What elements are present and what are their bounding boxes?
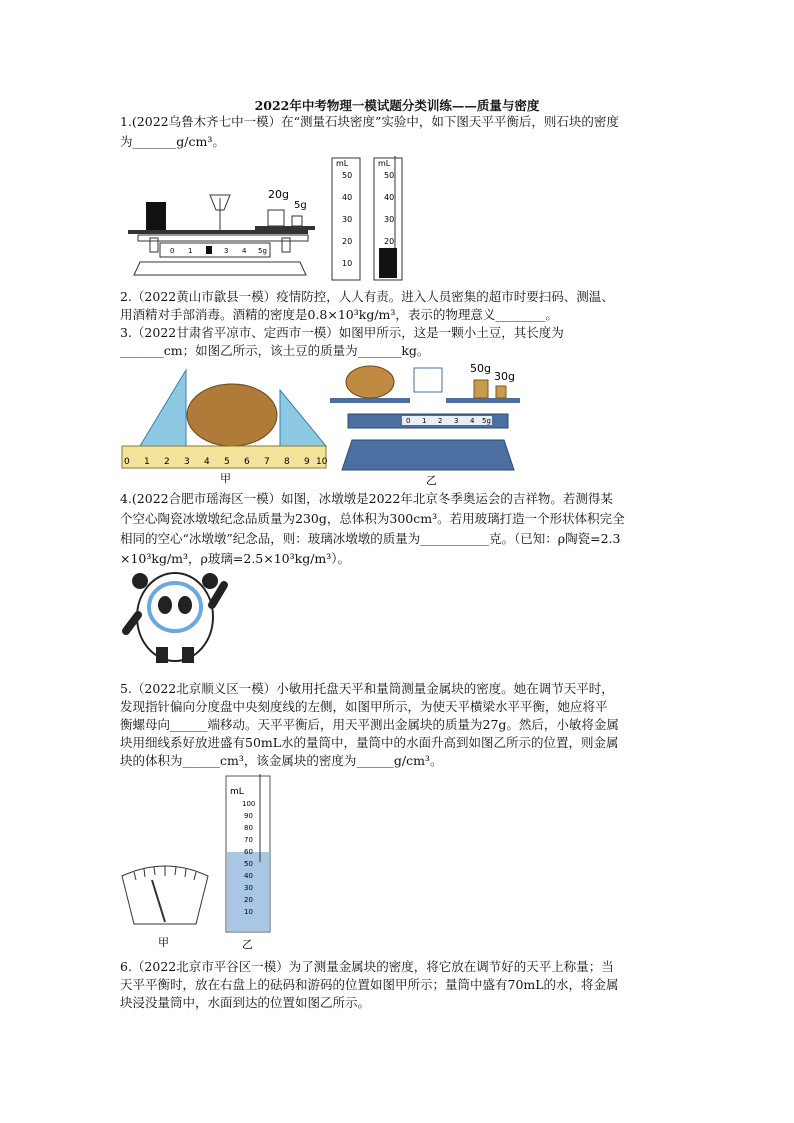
q5-figures: [120, 772, 290, 952]
potato: [187, 384, 277, 446]
bing-dwen-dwen-image: [120, 565, 230, 670]
q5-cylinder-figure: [226, 774, 270, 951]
q3-label-a: 甲: [220, 472, 231, 485]
q2-line1: 2.（2022黄山市歙县一模）疫情防控，人人有责。进入人员密集的超市时要扫码、测温、: [120, 289, 614, 304]
svg-text:40: 40: [244, 872, 253, 880]
q1-scale-ticks: [170, 247, 267, 255]
svg-text:9: 9: [304, 457, 310, 467]
svg-text:30: 30: [244, 884, 253, 892]
q6-line3: 块浸没量筒中，水面到达的位置如图乙所示。: [120, 995, 371, 1010]
svg-text:100: 100: [242, 800, 256, 808]
svg-text:2: 2: [206, 247, 211, 255]
svg-text:4: 4: [204, 457, 210, 467]
svg-text:6: 6: [244, 457, 250, 467]
svg-text:5g: 5g: [482, 417, 491, 425]
svg-text:80: 80: [244, 824, 253, 832]
svg-text:2: 2: [164, 457, 170, 467]
svg-text:10: 10: [342, 259, 353, 268]
svg-text:mL: mL: [230, 787, 244, 797]
q3-ruler-figure: [122, 370, 328, 485]
q3-figures: [120, 360, 520, 485]
svg-text:50g: 50g: [470, 362, 491, 375]
svg-text:60: 60: [244, 848, 253, 856]
q4-line4: ×10³kg/m³，ρ玻璃=2.5×10³kg/m³）。: [120, 551, 351, 566]
svg-text:4: 4: [242, 247, 247, 255]
svg-text:0: 0: [170, 247, 175, 255]
q1-balance-figure: [120, 150, 420, 285]
svg-text:10: 10: [316, 457, 328, 467]
svg-text:0: 0: [406, 417, 411, 425]
svg-text:5: 5: [224, 457, 230, 467]
svg-text:8: 8: [284, 457, 290, 467]
svg-text:90: 90: [244, 812, 253, 820]
svg-text:10: 10: [244, 908, 253, 916]
q4-line3: 相同的空心“冰墩墩”纪念品，则：玻璃冰墩墩的质量为___________克。（已知：ρ陶瓷=2.3: [120, 531, 621, 546]
svg-text:mL: mL: [378, 159, 391, 168]
svg-text:7: 7: [264, 457, 270, 467]
svg-text:0: 0: [124, 457, 130, 467]
q3-line1: 3.（2022甘肃省平凉市、定西市一模）如图甲所示，这是一颗小土豆，其长度为: [120, 325, 564, 340]
page-title: 2022年中考物理一模试题分类训练——质量与密度: [254, 98, 540, 113]
q5-line4: 块用细线系好放进盛有50mL水的量筒中，量筒中的水面升高到如图乙所示的位置，则金属: [120, 735, 619, 750]
svg-text:1: 1: [188, 247, 193, 255]
q6-line2: 天平平衡时，放在右盘上的砝码和游码的位置如图甲所示；量筒中盛有70mL的水，将金属: [120, 977, 619, 992]
q3-weight-50g: [474, 380, 488, 398]
svg-text:70: 70: [244, 836, 253, 844]
q2-line2: 用酒精对手部消毒。酒精的密度是0.8×10³kg/m³，表示的物理意义________。: [120, 307, 558, 322]
q1-cylinder-stone: [374, 156, 402, 280]
svg-text:2: 2: [438, 417, 443, 425]
svg-text:30: 30: [384, 215, 395, 224]
q5-dial-figure: [122, 866, 208, 949]
q3-label-b: 乙: [426, 474, 437, 485]
svg-text:30: 30: [342, 215, 353, 224]
q1-stone-in-cylinder: [379, 248, 397, 278]
q1-weight-5g: [292, 216, 302, 226]
svg-text:3: 3: [454, 417, 459, 425]
q1-stone: [146, 202, 166, 230]
q4-line1: 4.(2022合肥市瑶海区一模）如图，冰墩墩是2022年北京冬季奥运会的吉祥物。若测得某: [120, 491, 613, 506]
svg-text:mL: mL: [336, 159, 349, 168]
svg-text:3: 3: [184, 457, 190, 467]
q3-weight-30g: [496, 386, 506, 398]
q3-line2: _______cm；如图乙所示，该土豆的质量为_______kg。: [120, 343, 430, 358]
q1-weight-20g: [268, 210, 284, 226]
q6-line1: 6.（2022北京市平谷区一模）为了测量金属块的密度，将它放在调节好的天平上称量；当: [120, 959, 614, 974]
q5-label-a: 甲: [158, 936, 169, 949]
q4-line2: 个空心陶瓷冰墩墩纪念品质量为230g，总体积为300cm³。若用玻璃打造一个形状体积完全: [120, 511, 625, 526]
q5-line3: 衡螺母向______端移动。天平平衡后，用天平测出金属块的质量为27g。然后，小敏将金属: [120, 717, 619, 732]
potato-on-scale: [346, 366, 394, 398]
q3-scale-figure: [330, 362, 520, 485]
svg-text:20: 20: [342, 237, 353, 246]
q1-line2: 为_______g/cm³。: [120, 134, 225, 149]
q1-weight-label-5g: 5g: [294, 200, 307, 211]
q1-weight-label-20g: 20g: [268, 188, 289, 201]
svg-text:20: 20: [384, 237, 395, 246]
svg-text:3: 3: [224, 247, 229, 255]
q5-label-b: 乙: [242, 938, 253, 951]
svg-text:1: 1: [422, 417, 427, 425]
q1-cylinder-empty: [332, 158, 360, 280]
svg-text:50: 50: [244, 860, 253, 868]
q1-balance: [128, 188, 315, 275]
q5-line2: 发现指针偏向分度盘中央刻度线的左侧，如图甲所示，为使天平横梁水平平衡，她应将平: [120, 699, 608, 714]
svg-text:50: 50: [384, 171, 395, 180]
svg-text:1: 1: [144, 457, 150, 467]
svg-text:30g: 30g: [494, 370, 515, 383]
svg-text:4: 4: [470, 417, 475, 425]
svg-text:50: 50: [342, 171, 353, 180]
svg-text:40: 40: [342, 193, 353, 202]
svg-text:40: 40: [384, 193, 395, 202]
svg-text:5g: 5g: [258, 247, 267, 255]
q1-line1: 1.(2022乌鲁木齐七中一模）在“测量石块密度”实验中，如下图天平平衡后，则石块的密度: [120, 114, 619, 129]
q5-line1: 5.（2022北京顺义区一模）小敏用托盘天平和量筒测量金属块的密度。她在调节天平时，: [120, 681, 614, 696]
svg-text:20: 20: [244, 896, 253, 904]
q5-line5: 块的体积为______cm³，该金属块的密度为______g/cm³。: [120, 753, 443, 768]
